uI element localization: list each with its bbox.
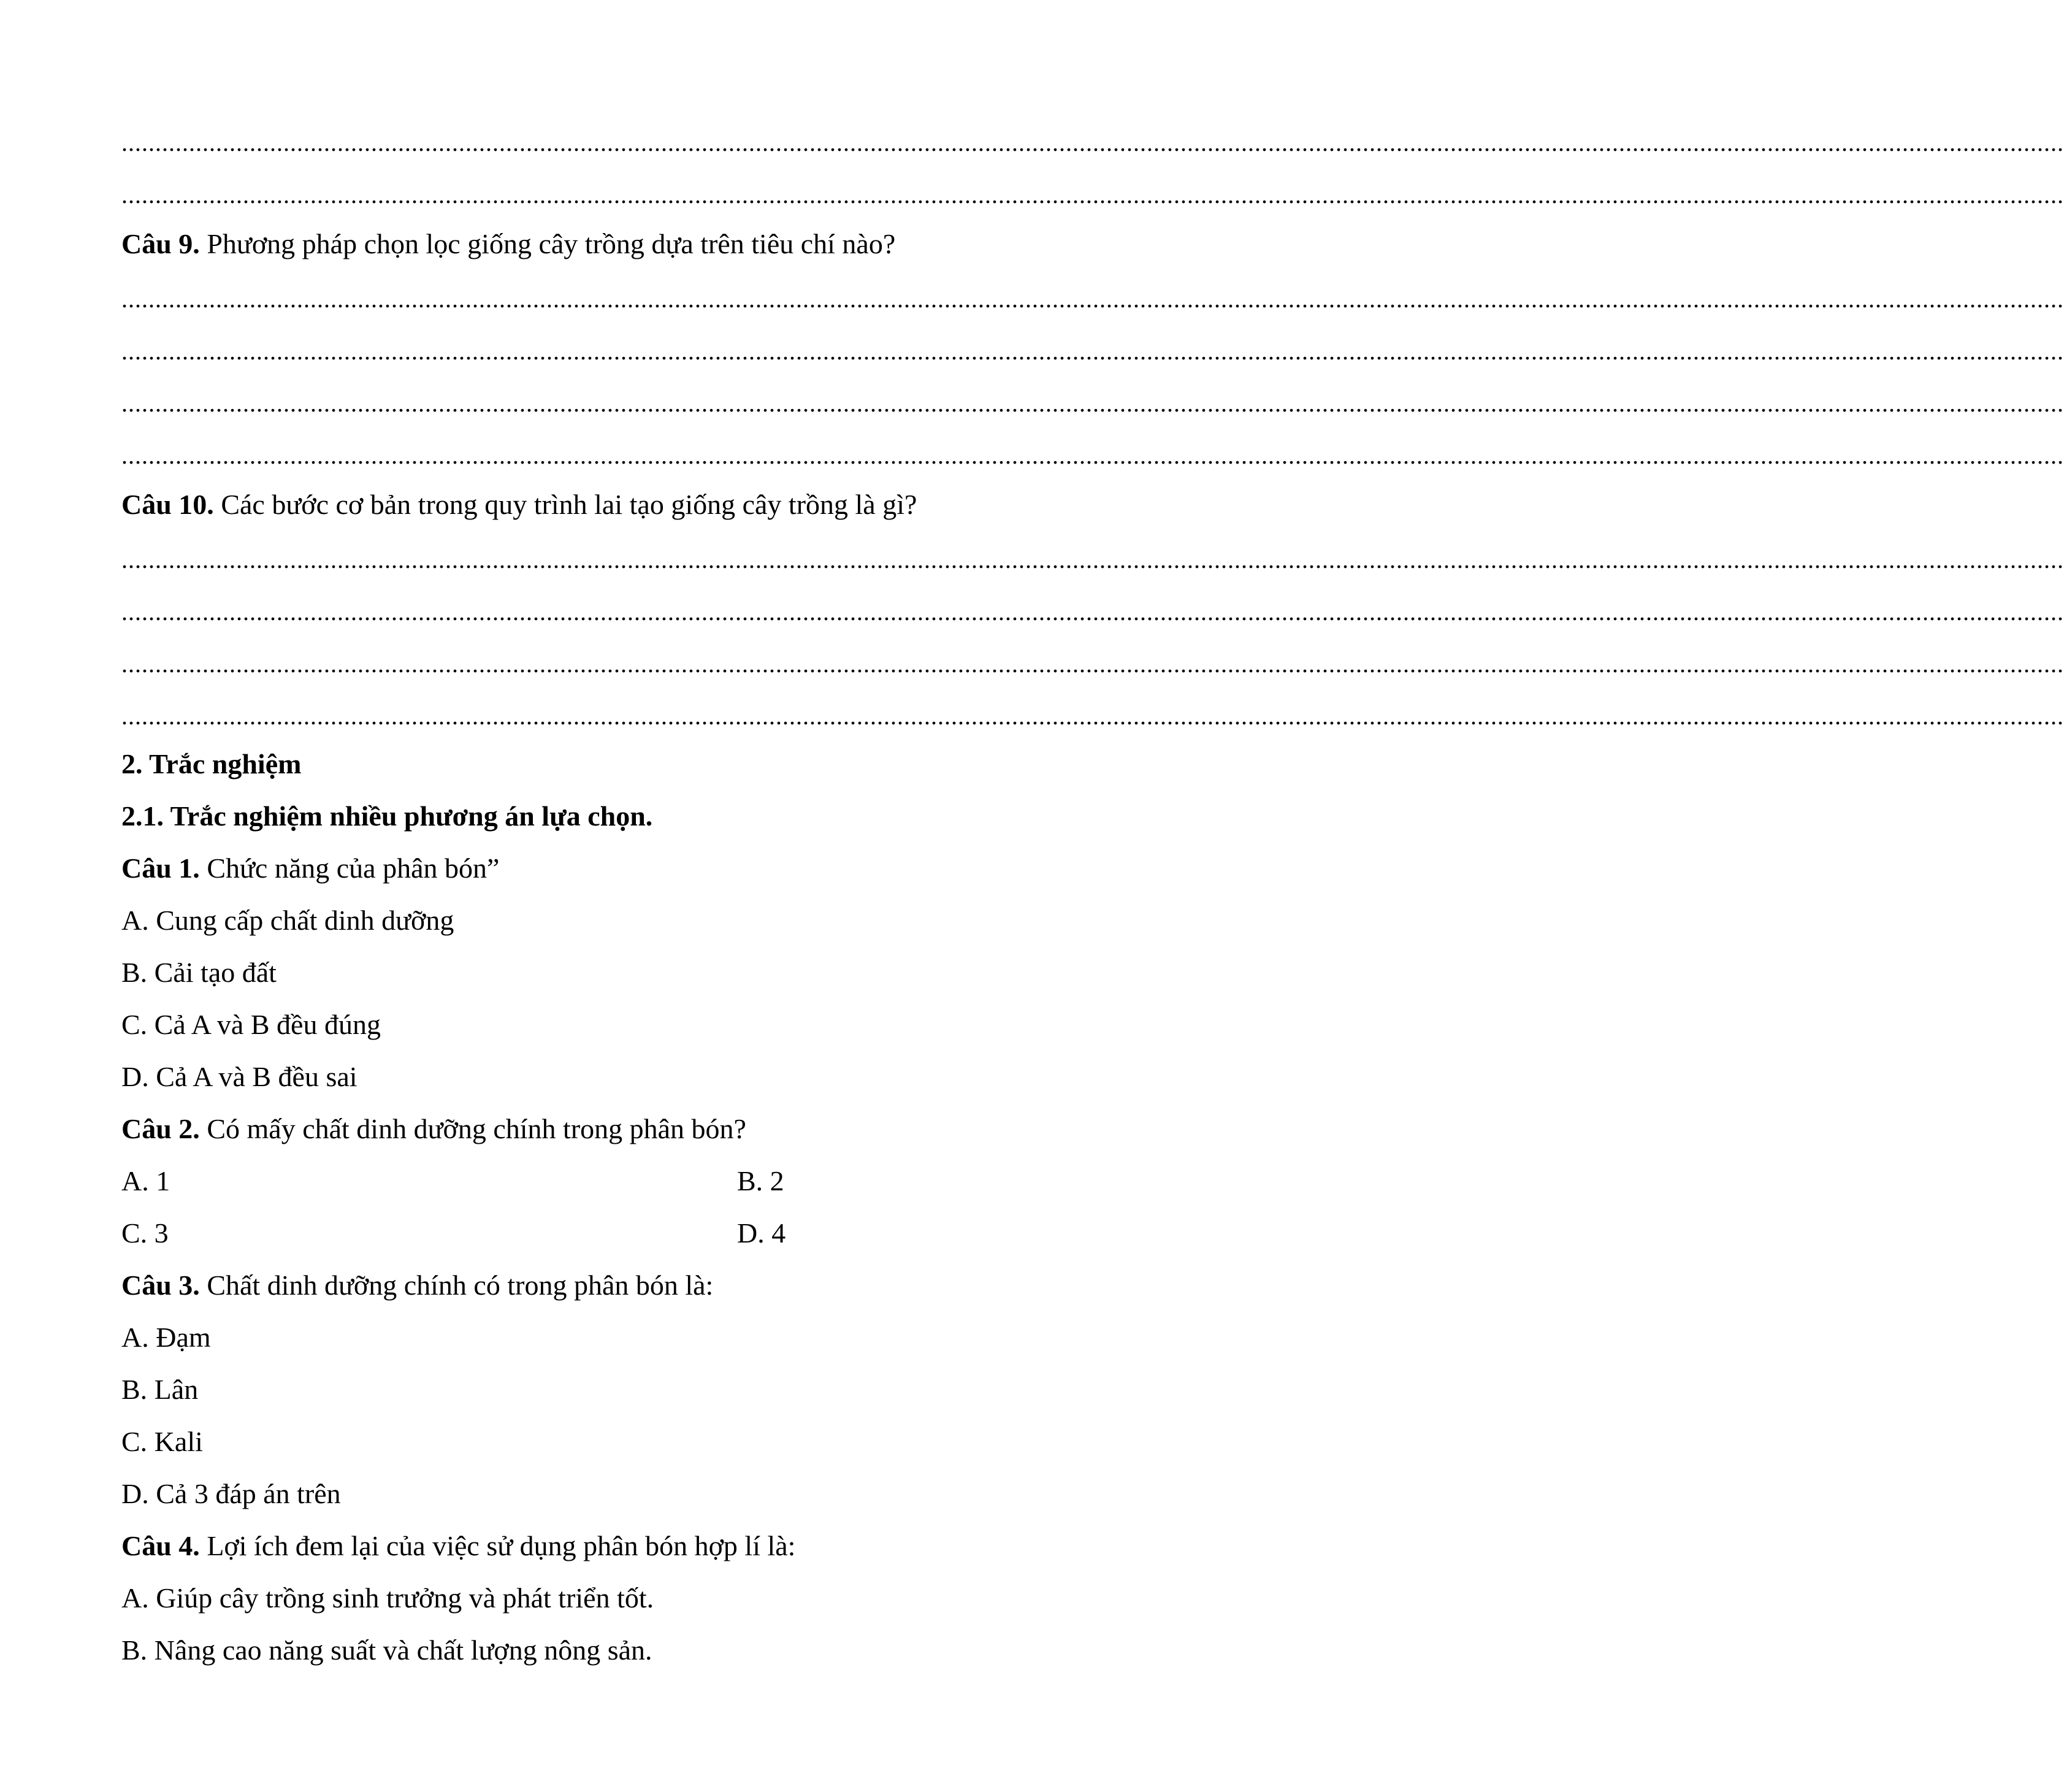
mc-question-3	[121, 1268, 1145, 1303]
answer-line: ................................................................................................................................................................................................................................................................................................	[121, 546, 2064, 573]
question-text: Các bước cơ bản trong quy trình lai tạo giống cây trồng là gì?	[213, 489, 917, 520]
question-label: Câu 1.	[121, 852, 200, 884]
option-a: A. Đạm	[121, 1322, 211, 1353]
option-b: B. 2	[737, 1165, 784, 1197]
question-text: Có mấy chất dinh dưỡng chính trong phân bón?	[199, 1113, 746, 1144]
option-a: A. Cung cấp chất dinh dưỡng	[121, 905, 454, 936]
mc-question-4	[121, 1529, 1145, 1563]
option-b: B. Nâng cao năng suất và chất lượng nông sản.	[121, 1634, 652, 1666]
question-text: Phương pháp chọn lọc giống cây trồng dựa trên tiêu chí nào?	[199, 228, 896, 259]
answer-line: ................................................................................................................................................................................................................................................................................................	[121, 285, 2064, 313]
answer-line: ................................................................................................................................................................................................................................................................................................	[121, 650, 2064, 678]
answer-line: ................................................................................................................................................................................................................................................................................................	[121, 389, 2064, 417]
subsection-heading: 2.1. Trắc nghiệm nhiều phương án lựa chọn.	[121, 800, 653, 832]
question-10	[121, 488, 1145, 522]
option-a: A. Giúp cây trồng sinh trưởng và phát triển tốt.	[121, 1582, 654, 1614]
option-b: B. Lân	[121, 1374, 199, 1405]
option-c: C. 3	[121, 1217, 169, 1249]
question-label: Câu 9.	[121, 228, 200, 259]
question-text: Chất dinh dưỡng chính có trong phân bón là:	[199, 1269, 714, 1301]
question-text: Chức năng của phân bón”	[199, 852, 500, 884]
mc-question-1	[121, 851, 1145, 886]
option-b: B. Cải tạo đất	[121, 957, 277, 988]
option-d: D. Cả 3 đáp án trên	[121, 1478, 341, 1509]
option-c: C. Kali	[121, 1426, 203, 1457]
question-label: Câu 10.	[121, 489, 214, 520]
option-c: C. Cả A và B đều đúng	[121, 1009, 381, 1040]
option-d: D. Cả A và B đều sai	[121, 1061, 357, 1092]
question-label: Câu 4.	[121, 1530, 200, 1561]
answer-line: ................................................................................................................................................................................................................................................................................................	[121, 181, 2064, 209]
question-text: Lợi ích đem lại của việc sử dụng phân bón hợp lí là:	[199, 1530, 796, 1561]
mc-question-2	[121, 1112, 1145, 1146]
question-9	[121, 227, 1145, 261]
answer-line: ................................................................................................................................................................................................................................................................................................	[121, 129, 2064, 156]
answer-line: ................................................................................................................................................................................................................................................................................................	[121, 598, 2064, 626]
section-heading: 2. Trắc nghiệm	[121, 748, 302, 779]
answer-line: ................................................................................................................................................................................................................................................................................................	[121, 442, 2064, 469]
option-d: D. 4	[737, 1217, 786, 1249]
question-label: Câu 2.	[121, 1113, 200, 1144]
answer-line: ................................................................................................................................................................................................................................................................................................	[121, 337, 2064, 365]
option-a: A. 1	[121, 1165, 170, 1197]
answer-line: ................................................................................................................................................................................................................................................................................................	[121, 702, 2064, 730]
question-label: Câu 3.	[121, 1269, 200, 1301]
